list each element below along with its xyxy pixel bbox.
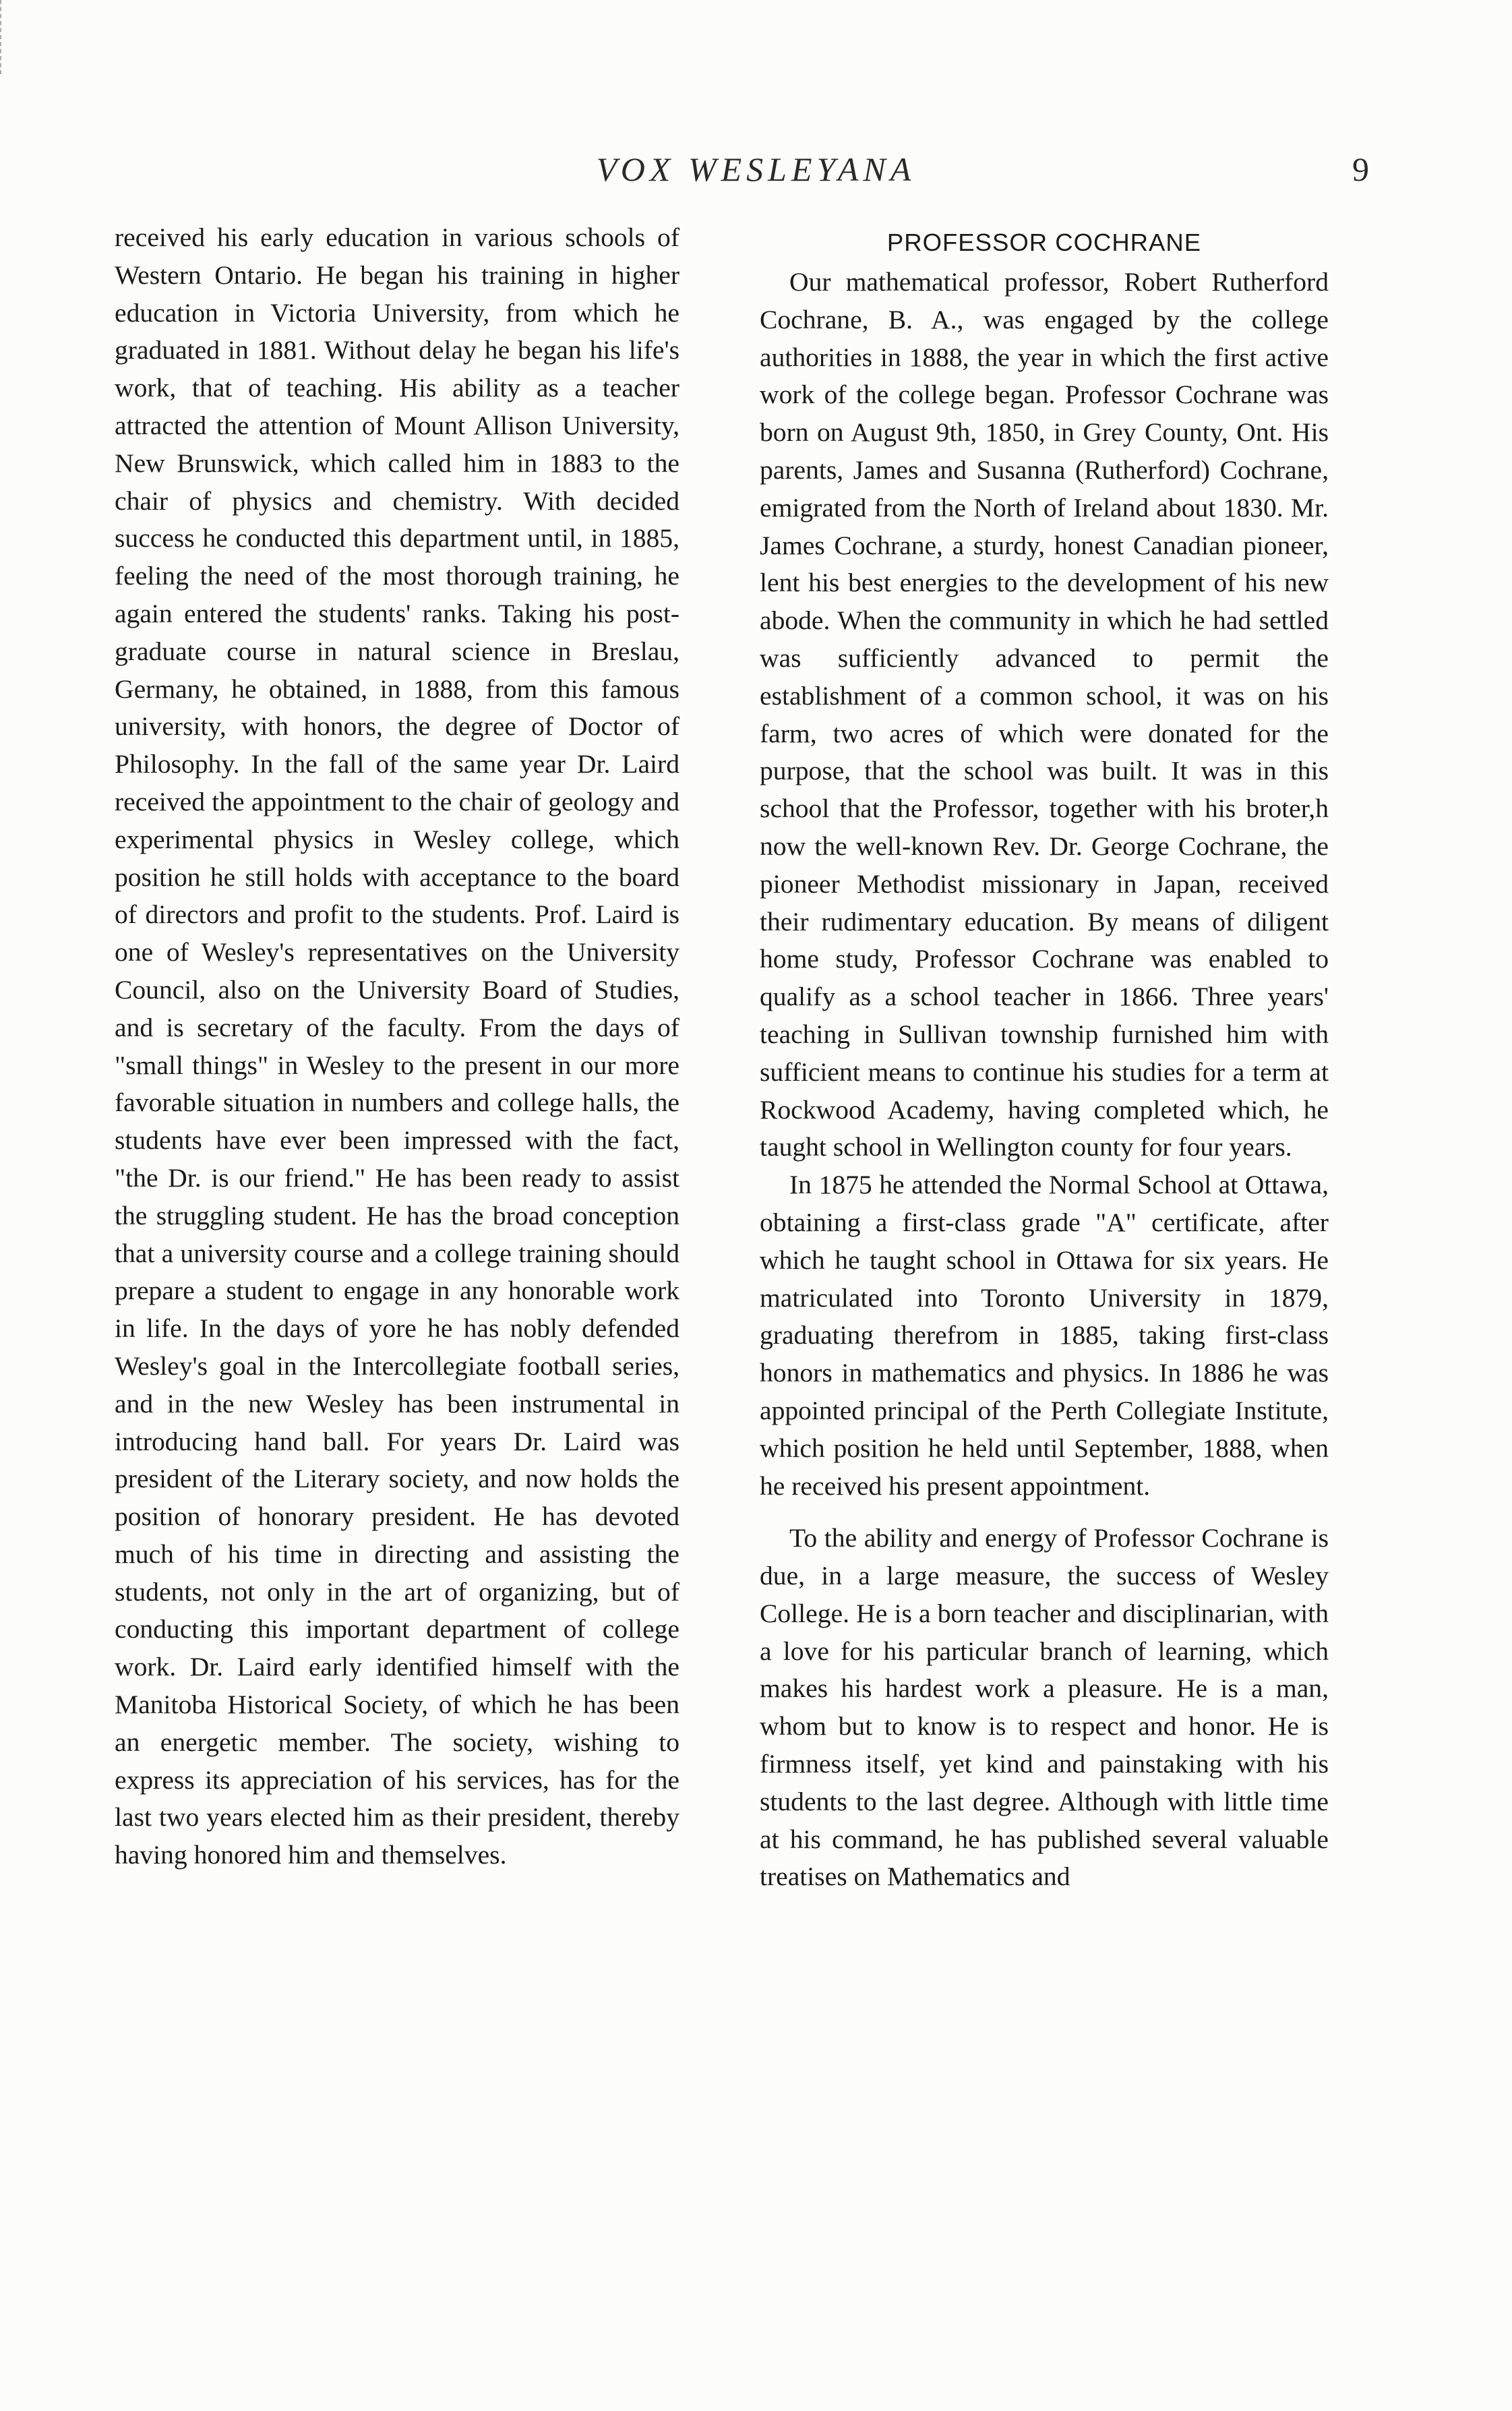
scan-edge-mark bbox=[0, 0, 5, 74]
left-column bbox=[115, 219, 679, 1874]
right-paragraph-1: Our mathematical professor, Robert Rutherford Cochrane, B. A., was engaged by the college authorities in 1888, the year in which the first active work of the college began. Professor Cochrane was born on August 9th, 1850, in Grey County, Ont. His parents, James and Susanna (Rutherford) Cochrane, emigrated from the North of Ireland about 1830. Mr. James Cochrane, a sturdy, honest Canadian pioneer, lent his best energies to the development of his new abode. When the community in which he had settled was sufficiently advanced to permit the establishment of a common school, it was on his farm, two acres of which were donated for the purpose, that the school was built. It was in this school that the Professor, together with his broter,h now the well-known Rev. Dr. George Cochrane, the pioneer Methodist missionary in Japan, received their rudimentary education. By means of diligent home study, Professor Cochrane was enabled to qualify as a school teacher in 1866. Three years' teaching in Sullivan township furnished him with sufficient means to continue his studies for a term at Rockwood Academy, having completed which, he taught school in Wellington county for four years. bbox=[760, 267, 1329, 1162]
page-number: 9 bbox=[1352, 150, 1369, 188]
running-title: VOX WESLEYANA bbox=[596, 150, 916, 188]
left-paragraph: received his early education in various schools of Western Ontario. He began his training in higher education in Victoria University, from which he graduated in 1881. Without delay he began his life's work, that of teaching. His ability as a teacher attracted the attention of Mount Allison University, New Brunswick, which called him in 1883 to the chair of physics and chemistry. With decided success he conducted this department until, in 1885, feeling the need of the most thorough training, he again entered the students' ranks. Taking his post-graduate course in natural science in Breslau, Germany, he obtained, in 1888, from this famous university, with honors, the degree of Doctor of Philosophy. In the fall of the same year Dr. Laird received the appointment to the chair of geology and experimental physics in Wesley college, which position he still holds with acceptance to the board of directors and profit to the students. Prof. Laird is one of Wesley's representatives on the University Council, also on the University Board of Studies, and is secretary of the faculty. From the days of "small things" in Wesley to the present in our more favorable situation in numbers and college halls, the students have ever been impressed with the fact, "the Dr. is our friend." He has been ready to assist the struggling student. He has the broad conception that a university course and a college training should prepare a student to engage in any honorable work in life. In the days of yore he has nobly defended Wesley's goal in the Intercollegiate football series, and in the new Wesley has been instrumental in introducing hand ball. For years Dr. Laird was president of the Literary society, and now holds the position of honorary president. He has devoted much of his time in directing and assisting the students, not only in the art of organizing, but of conducting this important department of college work. Dr. Laird early identified himself with the Manitoba Historical Society, of which he has been an energetic member. The society, wishing to express its appreciation of his services, has for the last two years elected him as their president, thereby having honored him and themselves. bbox=[115, 222, 679, 1870]
paragraph-gap bbox=[760, 1505, 1329, 1520]
section-heading: PROFESSOR COCHRANE bbox=[886, 229, 1202, 256]
right-paragraph-3: To the ability and energy of Professor Cochrane is due, in a large measure, the success of Wesley College. He is a born teacher and disciplinarian, with a love for his particular branch of learning, which makes his hardest work a pleasure. He is a man, whom but to know is to respect and honor. He is firmness itself, yet kind and painstaking with his students to the last degree. Although with little time at his command, he has published several valuable treatises on Mathematics and bbox=[760, 1523, 1329, 1892]
right-column bbox=[760, 219, 1329, 1896]
right-paragraph-2: In 1875 he attended the Normal School at Ottawa, obtaining a first-class grade "A" certificate, after which he taught school in Ottawa for six years. He matriculated into Toronto University in 1879, graduating therefrom in 1885, taking first-class honors in mathematics and physics. In 1886 he was appointed principal of the Perth Collegiate Institute, which position he held until September, 1888, when he received his present appointment. bbox=[760, 1170, 1329, 1501]
running-header bbox=[0, 150, 1512, 197]
